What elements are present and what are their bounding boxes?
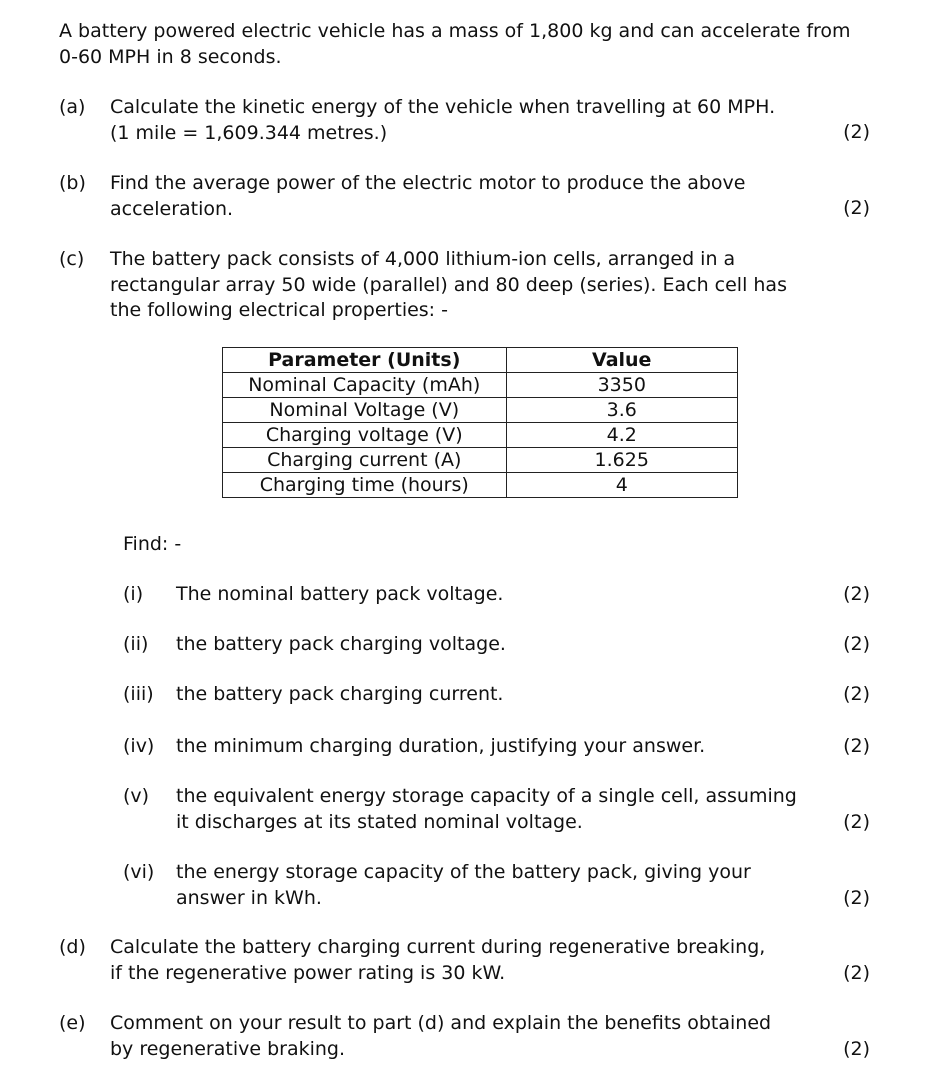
- table-cell-value: 3350: [506, 373, 738, 398]
- table-header-parameter: Parameter (Units): [223, 348, 507, 373]
- question-e-label: (e): [59, 1012, 86, 1034]
- table-cell-value: 4.2: [506, 423, 738, 448]
- subquestion-iv-marks: (2): [843, 735, 870, 757]
- subquestion-v-marks: (2): [843, 811, 870, 833]
- table-cell-value: 1.625: [506, 448, 738, 473]
- question-b-line2: acceleration.: [110, 197, 234, 220]
- question-e-line2: by regenerative braking.: [110, 1037, 346, 1060]
- table-row: [223, 398, 738, 423]
- question-c-line3: the following electrical properties: -: [110, 299, 448, 321]
- question-d-label: (d): [59, 936, 86, 958]
- subquestion-iii-label: (iii): [123, 683, 154, 705]
- subquestion-iii-text: the battery pack charging current.: [176, 683, 504, 705]
- question-e-marks: (2): [843, 1038, 870, 1060]
- subquestion-v-line1: the equivalent energy storage capacity of a single cell, assuming: [176, 785, 797, 807]
- table-cell-parameter: Charging time (hours): [223, 473, 507, 498]
- find-label: Find: -: [123, 533, 182, 555]
- question-a-line1: Calculate the kinetic energy of the vehicle when travelling at 60 MPH.: [110, 96, 776, 118]
- question-b-text: [110, 171, 830, 222]
- table-cell-value: 4: [506, 473, 738, 498]
- table-row: [223, 473, 738, 498]
- subquestion-v-line2: it discharges at its stated nominal voltage.: [176, 810, 583, 833]
- table-row: [223, 373, 738, 398]
- cell-properties-table: [222, 347, 738, 498]
- question-c-text: [110, 247, 830, 324]
- table-cell-parameter: Nominal Capacity (mAh): [223, 373, 507, 398]
- question-a-label: (a): [59, 96, 86, 118]
- subquestion-v-text: [176, 784, 826, 835]
- subquestion-vi-line1: the energy storage capacity of the battery pack, giving your: [176, 861, 751, 883]
- intro-paragraph: A battery powered electric vehicle has a mass of 1,800 kg and can accelerate from 0-60 MPH in 8 seconds.: [59, 20, 851, 68]
- subquestion-ii-marks: (2): [843, 633, 870, 655]
- subquestion-i-marks: (2): [843, 583, 870, 605]
- subquestion-iii-marks: (2): [843, 683, 870, 705]
- table-cell-value: 3.6: [506, 398, 738, 423]
- subquestion-vi-label: (vi): [123, 861, 155, 883]
- table-row: [223, 448, 738, 473]
- question-a-line2: (1 mile = 1,609.344 metres.): [110, 121, 388, 144]
- subquestion-ii-label: (ii): [123, 633, 149, 655]
- question-a-text: [110, 95, 830, 146]
- subquestion-i-label: (i): [123, 583, 144, 605]
- subquestion-i-text: The nominal battery pack voltage.: [176, 583, 504, 605]
- question-d-line2: if the regenerative power rating is 30 kW.: [110, 961, 506, 984]
- subquestion-ii-text: the battery pack charging voltage.: [176, 633, 506, 655]
- question-d-text: [110, 935, 830, 986]
- question-e-text: [110, 1011, 830, 1062]
- table-header-value: Value: [506, 348, 738, 373]
- question-c-label: (c): [59, 248, 85, 270]
- subquestion-vi-marks: (2): [843, 887, 870, 909]
- subquestion-iv-text: the minimum charging duration, justifying your answer.: [176, 735, 706, 757]
- question-e-line1: Comment on your result to part (d) and explain the benefits obtained: [110, 1012, 772, 1034]
- table-header-row: [223, 348, 738, 373]
- subquestion-vi-text: [176, 860, 826, 911]
- question-b-marks: (2): [843, 197, 870, 219]
- subquestion-iv-label: (iv): [123, 735, 155, 757]
- question-b-label: (b): [59, 172, 86, 194]
- table-row: [223, 423, 738, 448]
- table-cell-parameter: Nominal Voltage (V): [223, 398, 507, 423]
- table-cell-parameter: Charging voltage (V): [223, 423, 507, 448]
- question-b-line1: Find the average power of the electric motor to produce the above: [110, 172, 746, 194]
- question-c-line2: rectangular array 50 wide (parallel) and 80 deep (series). Each cell has: [110, 273, 787, 296]
- question-c-line1: The battery pack consists of 4,000 lithium-ion cells, arranged in a: [110, 248, 736, 270]
- table-cell-parameter: Charging current (A): [223, 448, 507, 473]
- question-d-line1: Calculate the battery charging current during regenerative breaking,: [110, 936, 766, 958]
- question-d-marks: (2): [843, 962, 870, 984]
- question-a-marks: (2): [843, 121, 870, 143]
- subquestion-vi-line2: answer in kWh.: [176, 886, 322, 909]
- subquestion-v-label: (v): [123, 785, 150, 807]
